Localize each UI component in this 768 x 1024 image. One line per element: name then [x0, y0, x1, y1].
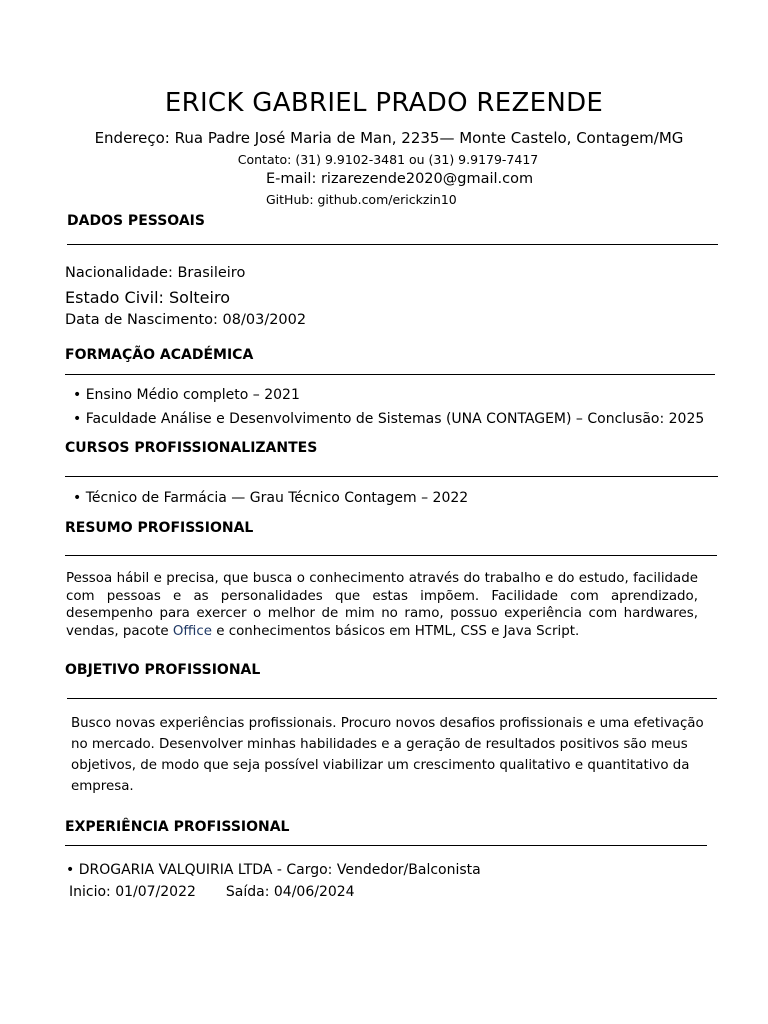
formacao-item: • Ensino Médio completo – 2021: [73, 387, 300, 403]
section-title-resumo: RESUMO PROFISSIONAL: [65, 520, 254, 536]
section-title-experiencia: EXPERIÊNCIA PROFISSIONAL: [65, 819, 290, 835]
resumo-text-part: Pessoa hábil e precisa, que busca o conhecimento através do trabalho e do estudo, facilidade com pessoas e as personalidades que estas impõem. Facilidade com aprendizado, desempenho para exercer o melhor de mim no ramo, possuo experiência com hardwares, vendas, pacote: [66, 571, 698, 639]
office-highlight: Office: [172, 623, 212, 639]
objetivo-text: Busco novas experiências profissionais. Procuro novos desafios profissionais e uma efetivação no mercado. Desenvolver minhas habilidades e a geração de resultados positivos são meus objetivos, de modo que seja possível viabilizar um crescimento qualitativo e quantitativo da empresa.: [71, 716, 704, 794]
data-nascimento: Data de Nascimento: 08/03/2002: [65, 312, 307, 328]
formacao-item: • Faculdade Análise e Desenvolvimento de Sistemas (UNA CONTAGEM) – Conclusão: 2025: [73, 411, 705, 427]
contact-phones: Contato: (31) 9.9102-3481 ou (31) 9.9179-7417: [237, 152, 539, 167]
candidate-name: ERICK GABRIEL PRADO REZENDE: [164, 88, 604, 118]
resumo-text-part: e conhecimentos básicos em HTML, CSS e Java Script.: [211, 623, 580, 639]
resumo-text: [66, 570, 698, 640]
experiencia-saida: Saída: 04/06/2024: [225, 884, 355, 900]
github-line: GitHub: github.com/erickzin10: [266, 192, 457, 207]
experiencia-datas: [69, 884, 355, 900]
section-divider: [65, 476, 718, 477]
estado-civil: Estado Civil: Solteiro: [65, 288, 230, 307]
email-line: E-mail: rizarezende2020@gmail.com: [266, 171, 534, 187]
section-title-cursos: CURSOS PROFISSIONALIZANTES: [65, 440, 318, 456]
nacionalidade: Nacionalidade: Brasileiro: [65, 265, 246, 281]
section-divider: [65, 845, 707, 846]
experiencia-inicio: Inicio: 01/07/2022: [69, 884, 196, 900]
section-divider: [65, 374, 715, 375]
section-divider: [67, 698, 717, 699]
section-title-objetivo: OBJETIVO PROFISSIONAL: [65, 662, 261, 678]
address-line: Endereço: Rua Padre José Maria de Man, 2235— Monte Castelo, Contagem/MG: [94, 129, 684, 147]
section-divider: [67, 244, 718, 245]
experiencia-empresa: • DROGARIA VALQUIRIA LTDA - Cargo: Vendedor/Balconista: [66, 862, 481, 878]
section-divider: [65, 555, 717, 556]
section-title-formacao: FORMAÇÃO ACADÉMICA: [65, 347, 254, 363]
section-title-dados-pessoais: DADOS PESSOAIS: [67, 213, 205, 229]
curso-item: • Técnico de Farmácia — Grau Técnico Contagem – 2022: [73, 490, 469, 506]
